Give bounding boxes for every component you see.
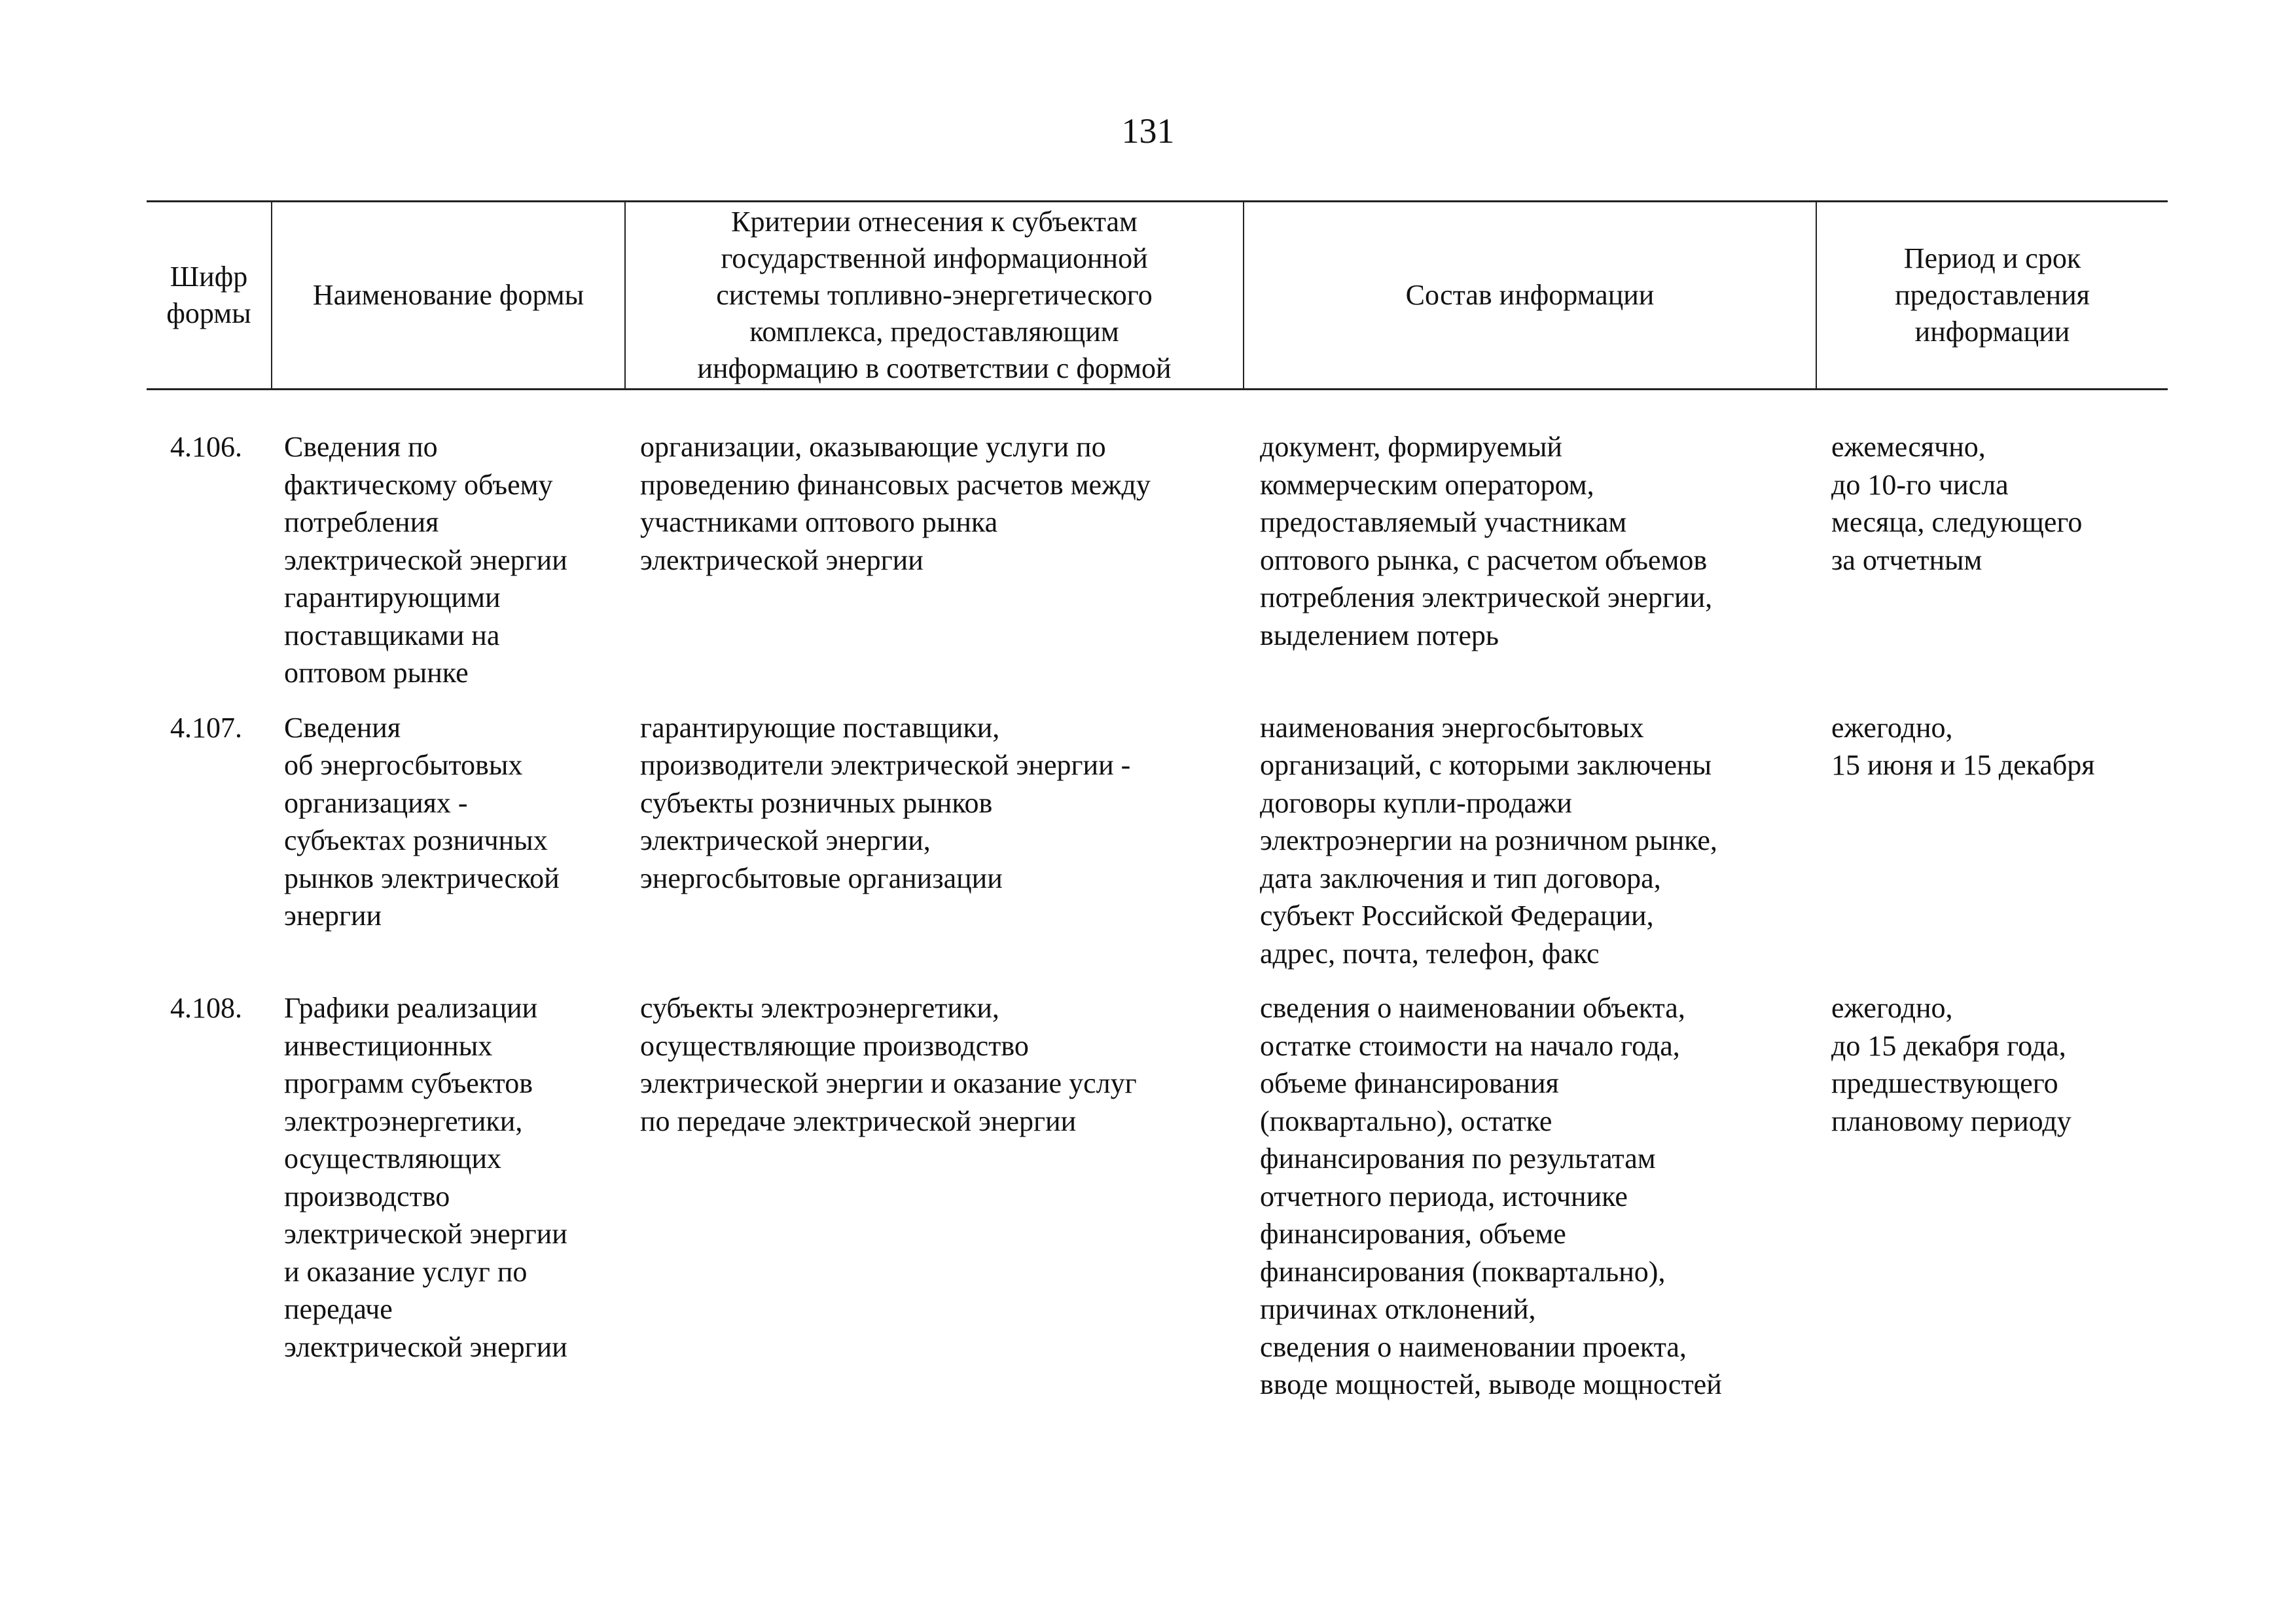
row-period: ежемесячно, до 10-го числа месяца, следующего за отчетным	[1831, 431, 2083, 576]
row-name: Графики реализации инвестиционных программ субъектов электроэнергетики, осуществляющих производство электрической энергии и оказание услуг по передаче электрической энергии	[284, 992, 567, 1363]
row-criteria: организации, оказывающие услуги по проведению финансовых расчетов между участниками оптового рынка электрической энергии	[640, 431, 1151, 576]
header-name	[271, 202, 624, 388]
page-number: 131	[1121, 111, 1175, 151]
row-content: сведения о наименовании объекта, остатке стоимости на начало года, объеме финансирования (поквартально), остатке финансирования по результатам отчетного периода, источнике финансирования, объеме финансирования (поквартально), причинах отклонений, сведения о наименовании проекта, вводе мощностей, выводе мощностей	[1260, 992, 1722, 1400]
row-code: 4.106.	[170, 431, 242, 463]
row-criteria: субъекты электроэнергетики, осуществляющие производство электрической энергии и оказание услуг по передаче электрической энергии	[640, 992, 1137, 1137]
row-criteria: гарантирующие поставщики, производители электрической энергии - субъекты розничных рынков электрической энергии, энергосбытовые организации	[640, 711, 1131, 894]
table-row	[147, 989, 2168, 1404]
header-criteria	[624, 202, 1243, 388]
header-content	[1243, 202, 1816, 388]
table-header	[147, 200, 2168, 390]
header-name-text: Наименование формы	[312, 279, 584, 311]
header-period-text: Период и срок предоставления информации	[1895, 242, 2090, 348]
row-content: документ, формируемый коммерческим оператором, предоставляемый участникам оптового рынка, с расчетом объемов потребления электрической энергии, выделением потерь	[1260, 431, 1713, 651]
forms-table	[147, 200, 2168, 1421]
row-name: Сведения по фактическому объему потребления электрической энергии гарантирующими поставщиками на оптовом рынке	[284, 431, 567, 689]
row-period: ежегодно, до 15 декабря года, предшествующего плановому периоду	[1831, 992, 2072, 1137]
row-period: ежегодно, 15 июня и 15 декабря	[1831, 711, 2095, 781]
row-code: 4.108.	[170, 992, 242, 1024]
row-name: Сведения об энергосбытовых организациях - субъектах розничных рынков электрической энергии	[284, 711, 560, 932]
table-body	[147, 390, 2168, 1404]
row-content: наименования энергосбытовых организаций, с которыми заключены договоры купли-продажи электроэнергии на розничном рынке, дата заключения и тип договора, субъект Российской Федерации, адрес, почта, телефон, факс	[1260, 711, 1717, 970]
header-criteria-text: Критерии отнесения к субъектам государственной информационной системы топливно-энергетического комплекса, предоставляющим информацию в соответствии с формой	[697, 206, 1172, 384]
header-code	[147, 202, 271, 388]
row-code: 4.107.	[170, 711, 242, 744]
table-row	[147, 709, 2168, 973]
table-row	[147, 428, 2168, 692]
header-period	[1816, 202, 2168, 388]
header-content-text: Состав информации	[1405, 279, 1655, 311]
header-code-text: Шифр формы	[166, 261, 251, 329]
